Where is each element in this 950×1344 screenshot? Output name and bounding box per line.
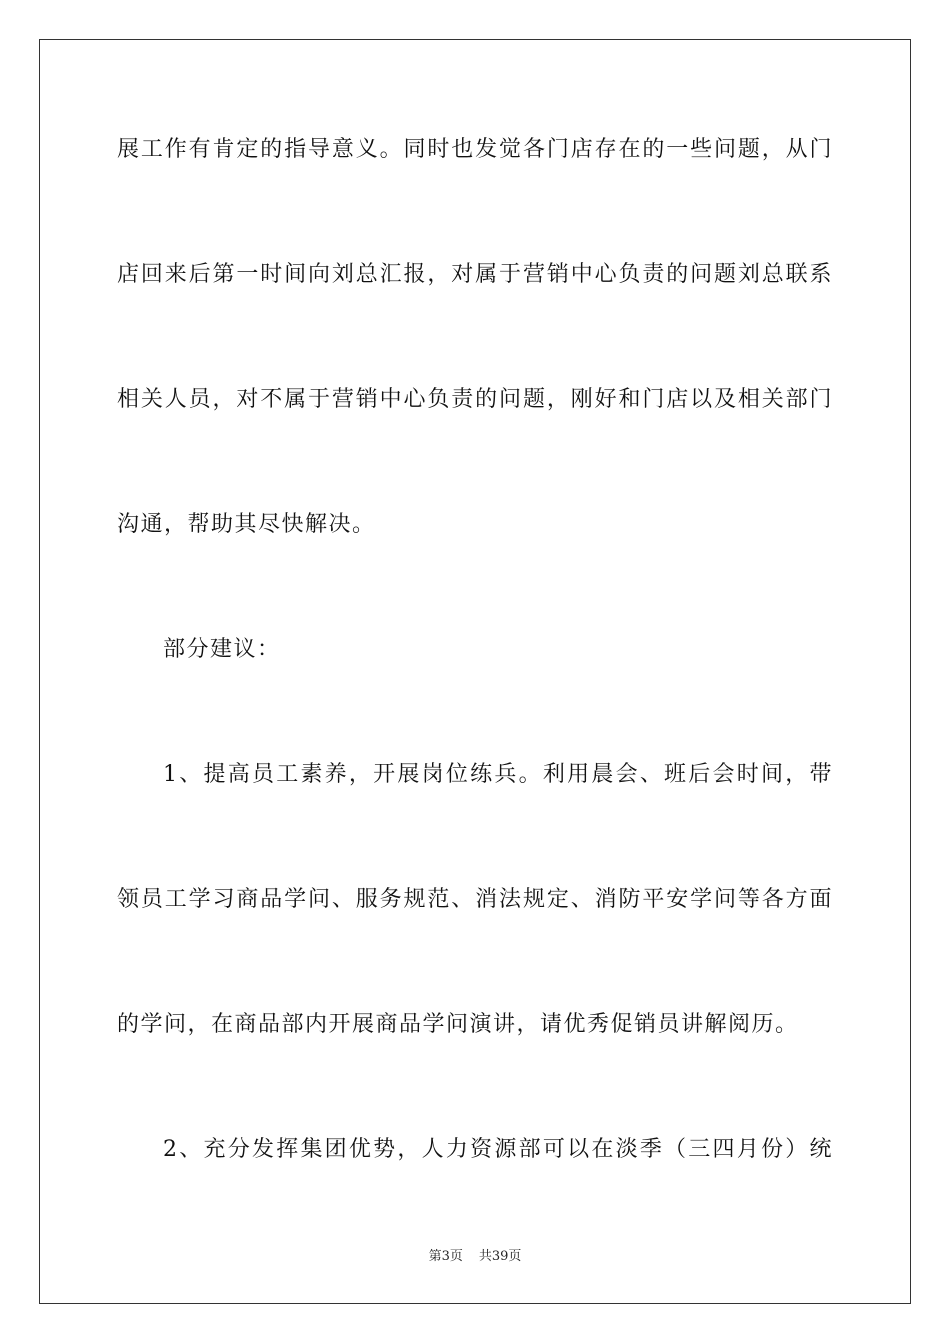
page-number: 第3页 bbox=[428, 1249, 463, 1264]
section-heading: 部分建议： bbox=[163, 637, 281, 662]
page-border bbox=[39, 39, 911, 1304]
body-text-line: 相关人员，对不属于营销中心负责的问题，刚好和门店以及相关部门 bbox=[117, 387, 833, 412]
body-text-line: 展工作有肯定的指导意义。同时也发觉各门店存在的一些问题，从门 bbox=[117, 137, 833, 162]
body-text-line: 店回来后第一时间向刘总汇报，对属于营销中心负责的问题刘总联系 bbox=[117, 262, 833, 287]
body-text-line: 领员工学习商品学问、服务规范、消法规定、消防平安学问等各方面 bbox=[117, 887, 833, 912]
body-text-line: 的学问，在商品部内开展商品学问演讲，请优秀促销员讲解阅历。 bbox=[117, 1012, 799, 1037]
list-item-text: 1、提高员工素养，开展岗位练兵。利用晨会、班后会时间，带 bbox=[163, 762, 833, 787]
page-footer bbox=[0, 1248, 950, 1266]
body-text-line: 沟通，帮助其尽快解决。 bbox=[117, 512, 376, 537]
list-item-text: 2、充分发挥集团优势，人力资源部可以在淡季（三四月份）统 bbox=[163, 1137, 833, 1162]
page-total: 共39页 bbox=[478, 1249, 522, 1264]
